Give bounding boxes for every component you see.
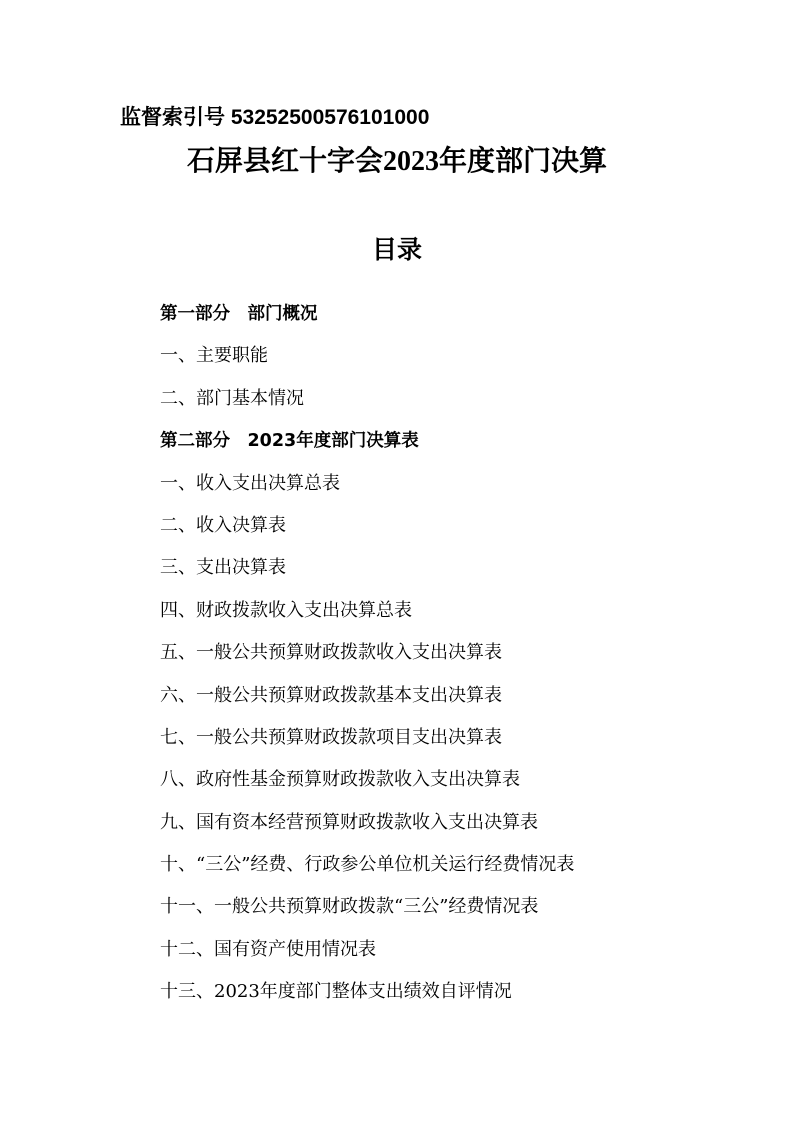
toc-item: 十一、一般公共预算财政拨款“三公”经费情况表 [160,896,539,918]
page-title: 石屏县红十字会2023年度部门决算 [186,146,607,177]
table-of-contents [160,296,574,1017]
supervision-index: 监督索引号 53252500576101000 [120,106,430,129]
toc-item: 四、财政拨款收入支出决算总表 [160,599,412,621]
toc-item: 二、部门基本情况 [160,387,304,409]
toc-part-1: 第一部分 部门概况 [160,304,318,324]
toc-heading: 目录 [371,235,422,264]
toc-item: 七、一般公共预算财政拨款项目支出决算表 [160,726,502,748]
toc-item: 二、收入决算表 [160,514,286,536]
toc-item: 八、政府性基金预算财政拨款收入支出决算表 [160,769,520,791]
toc-item: 六、一般公共预算财政拨款基本支出决算表 [160,684,502,706]
toc-item: 一、收入支出决算总表 [160,472,340,494]
toc-item: 十、“三公”经费、行政参公单位机关运行经费情况表 [160,854,575,876]
toc-item: 九、国有资本经营预算财政拨款收入支出决算表 [160,811,538,833]
toc-part-2: 第二部分 2023年度部门决算表 [160,431,419,452]
toc-item: 三、支出决算表 [160,557,286,579]
toc-item: 十三、2023年度部门整体支出绩效自评情况 [160,981,512,1003]
toc-item: 五、一般公共预算财政拨款收入支出决算表 [160,642,502,664]
toc-item: 一、主要职能 [160,345,268,367]
toc-item: 十二、国有资产使用情况表 [160,938,376,960]
